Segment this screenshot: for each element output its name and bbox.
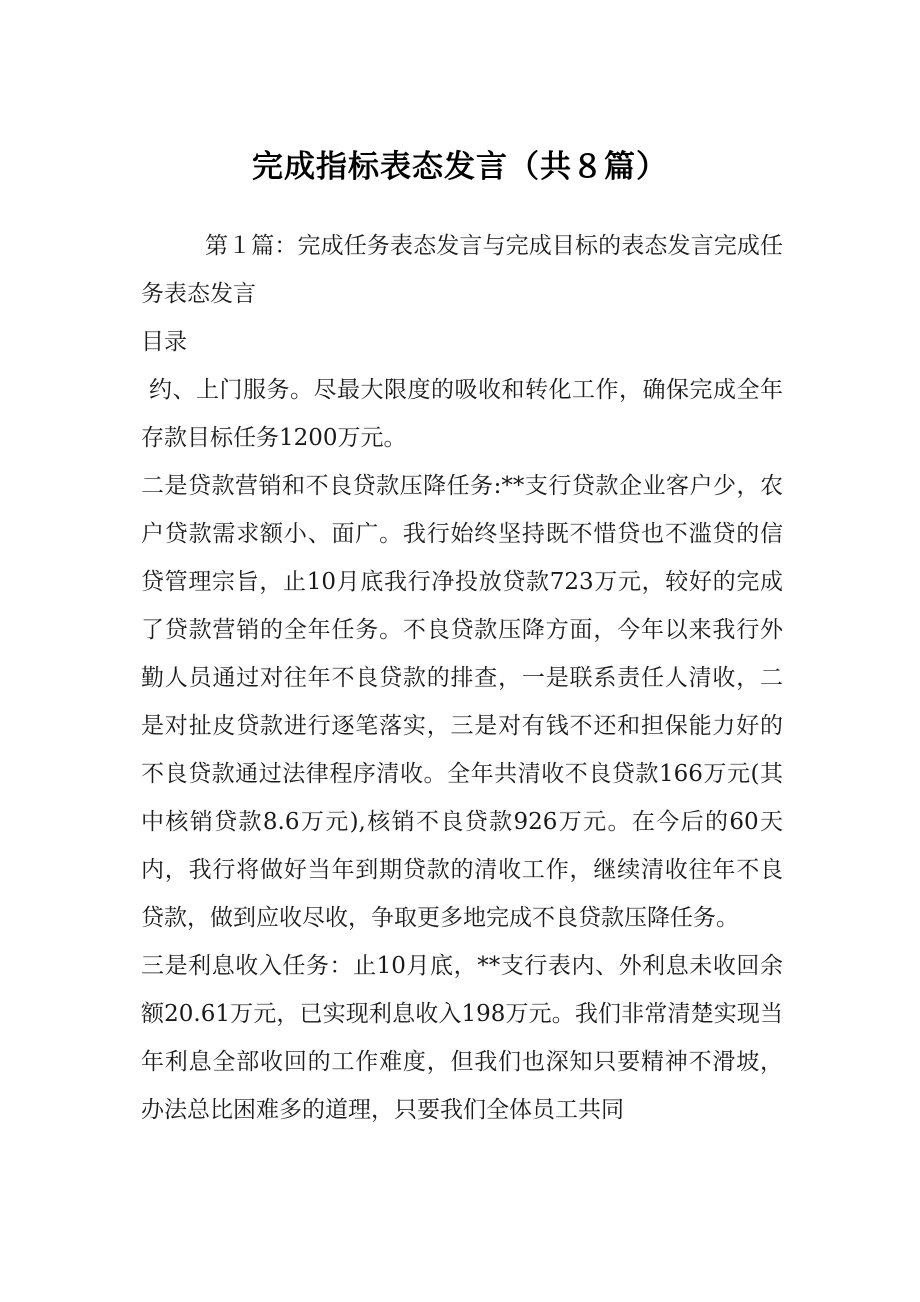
paragraph-chapter-heading: 第１篇：完成任务表态发言与完成目标的表态发言完成任务表态发言 [141, 233, 783, 307]
paragraph-deposit-target: 约、上门服务。尽最大限度的吸收和转化工作，确保完成全年存款目标任务1200万元。 [141, 377, 783, 451]
document-title: 完成指标表态发言（共８篇） [252, 149, 668, 185]
paragraph-interest-task: 三是利息收入任务：止10月底，**支行表内、外利息未收回余额20.61万元，已实现利息收入198万元。我们非常清楚实现当年利息全部收回的工作难度，但我们也深知只要精神不滑坡，办法总比困难多的道理，只要我们全体员工共同 [141, 953, 783, 1123]
paragraph-toc-label: 目录 [141, 329, 187, 355]
document-body [141, 222, 783, 1134]
paragraph-loan-task: 二是贷款营销和不良贷款压降任务:**支行贷款企业客户少，农户贷款需求额小、面广。我行始终坚持既不惜贷也不滥贷的信贷管理宗旨，止10月底我行净投放贷款723万元，较好的完成了贷款营销的全年任务。不良贷款压降方面，今年以来我行外勤人员通过对往年不良贷款的排查，一是联系责任人清收，二是对扯皮贷款进行逐笔落实，三是对有钱不还和担保能力好的不良贷款通过法律程序清收。全年共清收不良贷款166万元(其中核销贷款8.6万元),核销不良贷款926万元。在今后的60天内，我行将做好当年到期贷款的清收工作，继续清收往年不良贷款，做到应收尽收，争取更多地完成不良贷款压降任务。 [141, 473, 783, 931]
